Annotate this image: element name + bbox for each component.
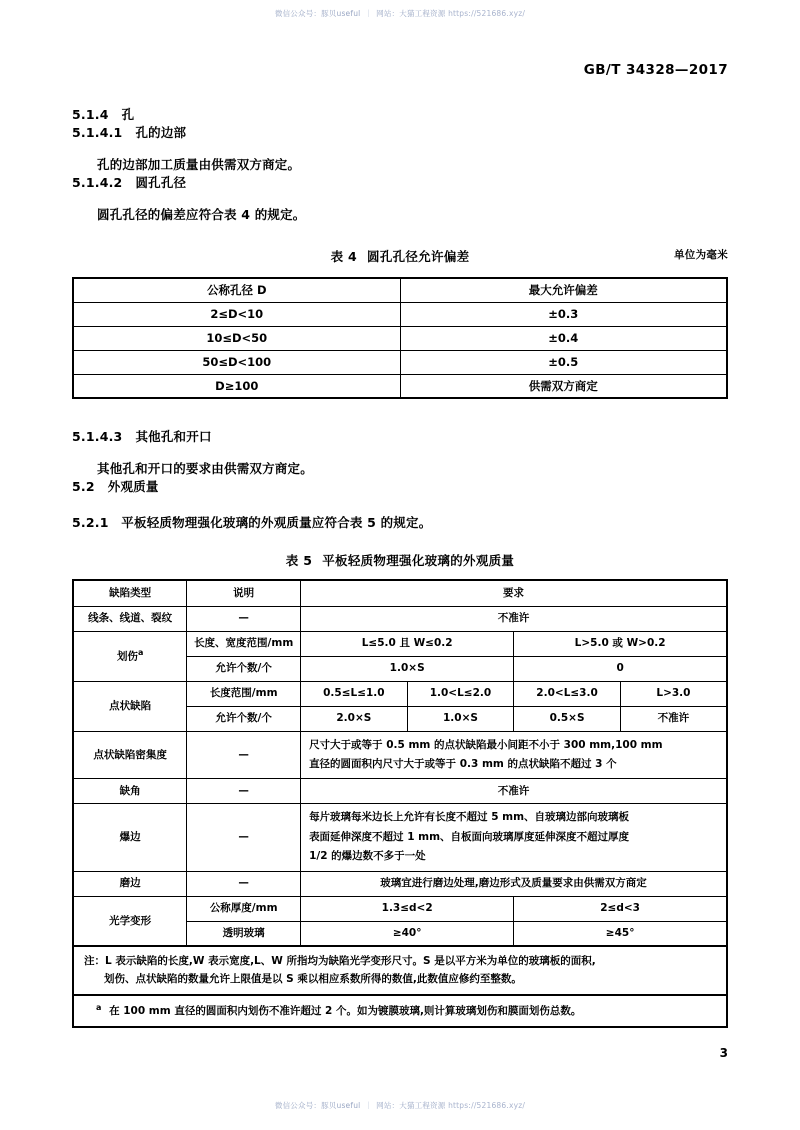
- table-row: [73, 606, 727, 631]
- table-5-cell-spot-range-3: 2.0<L≤3.0: [514, 681, 621, 706]
- table-5-title: 平板轻质物理强化玻璃的外观质量: [322, 553, 515, 568]
- table-5-cell-desc-optical-2: 透明玻璃: [187, 921, 301, 946]
- watermark-url: https://521686.xyz/: [448, 9, 526, 18]
- table-4-cell-range: 50≤D<100: [73, 350, 400, 374]
- table-row: [73, 871, 727, 896]
- table-5-cell-scratch-count-1: 1.0×S: [301, 656, 514, 681]
- table-row: [73, 681, 727, 706]
- chipping-req-line-2: 表面延伸深度不超过 1 mm、自板面向玻璃厚度延伸深度不超过厚度: [309, 830, 630, 843]
- page-number: 3: [719, 1046, 728, 1060]
- table-5-cell-desc-lines: —: [187, 606, 301, 631]
- table-5-note-line-2: 划伤、点状缺陷的数量允许上限值是以 S 乘以相应系数所得的数值,此数值应修约至整数。: [104, 973, 522, 986]
- table-5-cell-optical-angle-1: ≥40°: [301, 921, 514, 946]
- table-5-cell-desc-scratch-1: 长度、宽度范围/mm: [187, 631, 301, 656]
- table-4-unit-note: 单位为毫米: [674, 249, 728, 261]
- table-5-note: [73, 946, 727, 995]
- section-heading-5-1-4-3: [72, 427, 728, 445]
- watermark-separator: ｜: [364, 1101, 373, 1110]
- table-row: [73, 731, 727, 779]
- table-5-cell-req-edging: 玻璃宜进行磨边处理,磨边形式及质量要求由供需双方商定: [301, 871, 727, 896]
- table-5-cell-scratch-range-1: L≤5.0 且 W≤0.2: [301, 631, 514, 656]
- section-title: 外观质量: [107, 479, 159, 494]
- section-heading-5-1-4: [72, 105, 728, 123]
- table-5-cell-desc-scratch-2: 允许个数/个: [187, 656, 301, 681]
- section-number: 5.1.4.2: [72, 175, 123, 190]
- table-4-header-tolerance: 最大允许偏差: [400, 278, 727, 302]
- table-5-cell-type-density: 点状缺陷密集度: [73, 731, 187, 779]
- table-5-cell-optical-thickness-1: 1.3≤d<2: [301, 896, 514, 921]
- table-5-footnote: [73, 995, 727, 1027]
- paragraph-5-1-4-1: 孔的边部加工质量由供需双方商定。: [97, 157, 301, 172]
- table-row: [73, 804, 727, 871]
- density-req-line-1: 尺寸大于或等于 0.5 mm 的点状缺陷最小间距不小于 300 mm,100 mm: [309, 738, 663, 751]
- watermark-top: [0, 8, 800, 19]
- watermark-bottom: [0, 1100, 800, 1111]
- table-5-cell-spot-count-4: 不准许: [620, 706, 727, 731]
- table-5-cell-scratch-range-2: L>5.0 或 W>0.2: [514, 631, 727, 656]
- table-5-cell-type-optical: 光学变形: [73, 896, 187, 946]
- table-5-cell-type-spot: 点状缺陷: [73, 681, 187, 731]
- table-4: [72, 277, 728, 399]
- section-number: 5.1.4.1: [72, 125, 123, 140]
- table-5-cell-optical-angle-2: ≥45°: [514, 921, 727, 946]
- table-5-cell-desc-edging: —: [187, 871, 301, 896]
- table-5-header-defect-type: 缺陷类型: [73, 580, 187, 606]
- section-title: 其他孔和开口: [135, 429, 212, 444]
- table-5: [72, 579, 728, 1028]
- table-4-header-diameter: 公称孔径 D: [73, 278, 400, 302]
- table-4-number: 表 4: [330, 249, 358, 264]
- table-5-header-requirement: 要求: [301, 580, 727, 606]
- table-5-cell-type-corner: 缺角: [73, 779, 187, 804]
- table-5-cell-spot-count-3: 0.5×S: [514, 706, 621, 731]
- table-row: [73, 631, 727, 656]
- table-5-cell-spot-range-4: L>3.0: [620, 681, 727, 706]
- section-number: 5.2: [72, 479, 95, 494]
- watermark-site: 网站：大猫工程资源: [376, 1101, 446, 1110]
- paragraph-5-1-4-3: 其他孔和开口的要求由供需双方商定。: [97, 461, 313, 476]
- standard-number: GB/T 34328—2017: [583, 62, 728, 78]
- table-5-cell-desc-density: —: [187, 731, 301, 779]
- table-4-cell-tolerance: ±0.3: [400, 302, 727, 326]
- section-title: 圆孔孔径: [135, 175, 187, 190]
- table-row: [73, 779, 727, 804]
- table-4-title: 圆孔孔径允许偏差: [367, 249, 470, 264]
- table-5-cell-optical-thickness-2: 2≤d<3: [514, 896, 727, 921]
- table-4-cell-range: D≥100: [73, 374, 400, 398]
- table-5-caption: [72, 551, 728, 569]
- table-row: [73, 326, 727, 350]
- section-title: 孔: [121, 107, 135, 122]
- watermark-separator: ｜: [364, 9, 373, 18]
- table-row: [73, 302, 727, 326]
- table-row: [73, 350, 727, 374]
- section-title: 孔的边部: [135, 125, 187, 140]
- table-4-cell-tolerance: ±0.4: [400, 326, 727, 350]
- table-4-cell-range: 2≤D<10: [73, 302, 400, 326]
- table-5-cell-desc-spot-2: 允许个数/个: [187, 706, 301, 731]
- table-5-footnote-text: 在 100 mm 直径的圆面积内划伤不准许超过 2 个。如为镀膜玻璃,则计算玻璃划伤和膜面划伤总数。: [109, 1005, 582, 1018]
- table-row: [73, 374, 727, 398]
- chipping-req-line-1: 每片玻璃每米边长上允许有长度不超过 5 mm、自玻璃边部向玻璃板: [309, 811, 630, 824]
- table-5-number: 表 5: [285, 553, 313, 568]
- section-heading-5-2: [72, 477, 728, 495]
- table-5-cell-desc-spot-1: 长度范围/mm: [187, 681, 301, 706]
- watermark-url: https://521686.xyz/: [448, 1101, 526, 1110]
- watermark-wechat: 微信公众号：豚贝useful: [274, 9, 361, 18]
- table-5-cell-spot-count-2: 1.0×S: [407, 706, 514, 731]
- paragraph-5-2-1: 5.2.1 平板轻质物理强化玻璃的外观质量应符合表 5 的规定。: [72, 515, 432, 530]
- table-5-cell-type-chipping: 爆边: [73, 804, 187, 871]
- section-heading-5-1-4-2: [72, 173, 728, 191]
- table-5-cell-type-scratch: [73, 631, 187, 681]
- watermark-wechat: 微信公众号：豚贝useful: [274, 1101, 361, 1110]
- table-5-cell-spot-count-1: 2.0×S: [301, 706, 408, 731]
- table-5-note-line-1: 注：L 表示缺陷的长度,W 表示宽度,L、W 所指均为缺陷光学变形尺寸。S 是以平方米为单位的玻璃板的面积,: [84, 955, 596, 968]
- table-row-header: [73, 580, 727, 606]
- table-4-cell-range: 10≤D<50: [73, 326, 400, 350]
- table-5-cell-req-density: [301, 731, 727, 779]
- table-5-cell-desc-chipping: —: [187, 804, 301, 871]
- footnote-marker: a: [96, 1002, 102, 1012]
- table-5-cell-req-corner: 不准许: [301, 779, 727, 804]
- table-5-block: [72, 551, 728, 1028]
- section-number: 5.1.4.3: [72, 429, 123, 444]
- page-content: [72, 105, 728, 1028]
- table-4-caption: [72, 247, 728, 265]
- table-4-cell-tolerance: ±0.5: [400, 350, 727, 374]
- footnote-marker-superscript: a: [137, 648, 144, 658]
- table-5-cell-type-lines: 线条、线道、裂纹: [73, 606, 187, 631]
- table-5-cell-desc-corner: —: [187, 779, 301, 804]
- table-5-cell-spot-range-1: 0.5≤L≤1.0: [301, 681, 408, 706]
- table-5-header-description: 说明: [187, 580, 301, 606]
- section-heading-5-1-4-1: [72, 123, 728, 141]
- table-5-cell-req-chipping: [301, 804, 727, 871]
- density-req-line-2: 直径的圆面积内尺寸大于或等于 0.3 mm 的点状缺陷不超过 3 个: [309, 757, 617, 770]
- table-5-cell-spot-range-2: 1.0<L≤2.0: [407, 681, 514, 706]
- table-5-cell-req-lines: 不准许: [301, 606, 727, 631]
- table-5-cell-scratch-count-2: 0: [514, 656, 727, 681]
- table-row-header: [73, 278, 727, 302]
- table-5-scratch-label: 划伤: [116, 650, 138, 663]
- table-5-cell-desc-optical-1: 公称厚度/mm: [187, 896, 301, 921]
- table-4-cell-tolerance: 供需双方商定: [400, 374, 727, 398]
- table-5-cell-type-edging: 磨边: [73, 871, 187, 896]
- paragraph-5-1-4-2: 圆孔孔径的偏差应符合表 4 的规定。: [97, 207, 306, 222]
- table-row-footnote: [73, 995, 727, 1027]
- table-row-note: [73, 946, 727, 995]
- watermark-site: 网站：大猫工程资源: [376, 9, 446, 18]
- table-4-block: [72, 247, 728, 399]
- section-number: 5.1.4: [72, 107, 109, 122]
- table-row: [73, 896, 727, 921]
- chipping-req-line-3: 1/2 的爆边数不多于一处: [309, 850, 426, 863]
